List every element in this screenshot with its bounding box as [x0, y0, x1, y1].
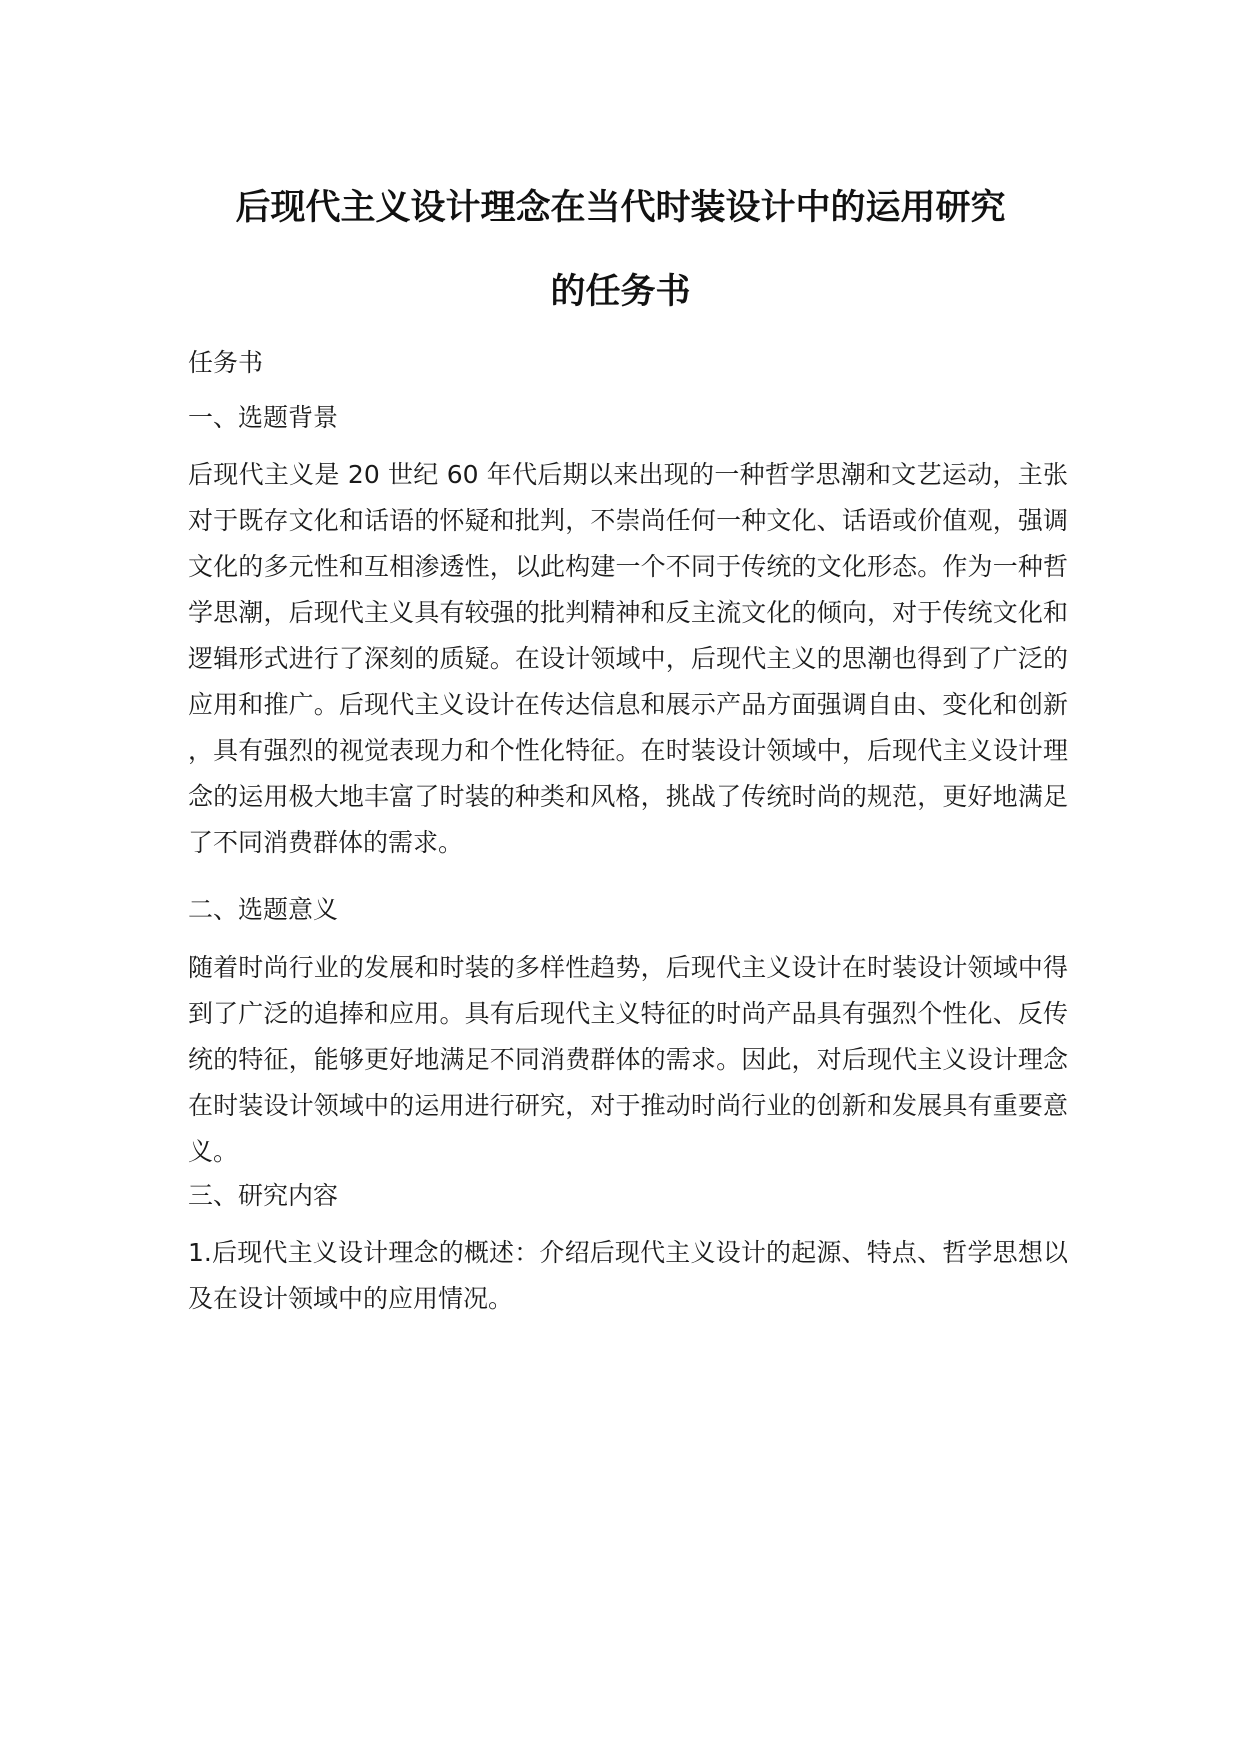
- document-title-line-2: 的任务书: [550, 272, 691, 312]
- document-title-line-1: 后现代主义设计理念在当代时装设计中的运用研究: [235, 188, 1006, 228]
- section-3-item-1: 1.后现代主义设计理念的概述：介绍后现代主义设计的起源、特点、哲学思想以及在设计领域中的应用情况。: [188, 1238, 1068, 1313]
- section-1-paragraph: 后现代主义是 20 世纪 60 年代后期以来出现的一种哲学思潮和文艺运动，主张对于既存文化和话语的怀疑和批判，不崇尚任何一种文化、话语或价值观，强调文化的多元性和互相渗透性，以此构建一个不同于传统的文化形态。作为一种哲学思潮，后现代主义具有较强的批判精神和反主流文化的倾向，对于传统文化和逻辑形式进行了深刻的质疑。在设计领域中，后现代主义的思潮也得到了广泛的应用和推广。后现代主义设计在传达信息和展示产品方面强调自由、变化和创新，具有强烈的视觉表现力和个性化特征。在时装设计领域中，后现代主义设计理念的运用极大地丰富了时装的种类和风格，挑战了传统时尚的规范，更好地满足了不同消费群体的需求。: [188, 460, 1068, 857]
- task-label: 任务书: [188, 348, 264, 377]
- section-2-paragraph: 随着时尚行业的发展和时装的多样性趋势，后现代主义设计在时装设计领域中得到了广泛的追捧和应用。具有后现代主义特征的时尚产品具有强烈个性化、反传统的特征，能够更好地满足不同消费群体的需求。因此，对后现代主义设计理念在时装设计领域中的运用进行研究，对于推动时尚行业的创新和发展具有重要意义。: [188, 953, 1068, 1166]
- section-2-heading: 二、选题意义: [188, 895, 339, 924]
- section-1-heading: 一、选题背景: [188, 403, 339, 432]
- section-3-heading: 三、研究内容: [188, 1181, 339, 1210]
